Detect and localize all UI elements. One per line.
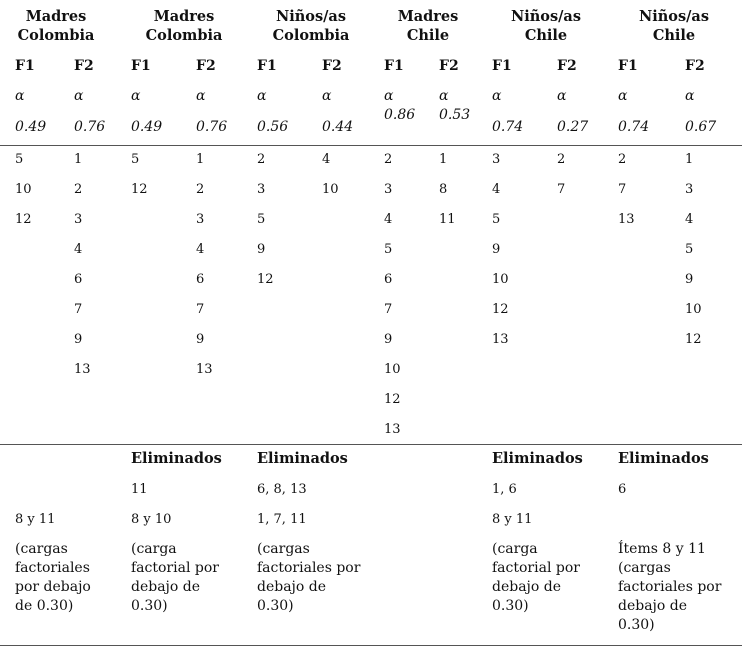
eliminated-g3-note-line4: 0.30) xyxy=(257,598,294,614)
group-header-1-line1: Madres xyxy=(25,8,87,25)
eliminated-g6-note-line4: debajo de xyxy=(618,598,688,614)
group-header-2-line2: Colombia xyxy=(145,27,223,44)
eliminated-g3-note-line2: factoriales por xyxy=(257,560,361,576)
eliminated-g1-note-line2: factoriales xyxy=(15,560,90,576)
factor-label-g3-f1: F1 xyxy=(257,58,277,74)
eliminated-heading-g2: Eliminados xyxy=(131,450,222,467)
alpha-symbol-3: α xyxy=(131,88,141,104)
eliminated-g5-note xyxy=(492,540,612,616)
factor-label-g6-f2: F2 xyxy=(685,58,705,74)
alpha-value-12: 0.67 xyxy=(685,119,717,135)
item-number: 9 xyxy=(257,242,266,257)
item-number: 12 xyxy=(384,392,401,407)
item-number: 12 xyxy=(257,272,274,287)
item-number: 7 xyxy=(557,182,566,197)
item-number: 5 xyxy=(492,212,501,227)
alpha-symbol-11: α xyxy=(618,88,628,104)
item-number: 5 xyxy=(257,212,266,227)
item-number: 2 xyxy=(557,152,566,167)
group-header-5-line1: Niños/as xyxy=(511,8,581,25)
group-header-4-line1: Madres xyxy=(397,8,459,25)
group-header-6-line2: Chile xyxy=(652,27,696,44)
item-number: 7 xyxy=(196,302,205,317)
eliminated-g6-note-line1: Ítems 8 y 11 xyxy=(618,541,706,557)
alpha-value-10: 0.27 xyxy=(557,119,589,135)
group-header-3-line1: Niños/as xyxy=(276,8,346,25)
factor-label-g6-f1: F1 xyxy=(618,58,638,74)
eliminated-g2-note-line2: factorial por xyxy=(131,560,219,576)
item-number: 7 xyxy=(384,302,393,317)
eliminated-g5-note-line4: 0.30) xyxy=(492,598,529,614)
item-number: 10 xyxy=(492,272,509,287)
eliminated-g3-first: 6, 8, 13 xyxy=(257,482,307,497)
alpha-symbol-4: α xyxy=(196,88,206,104)
item-number: 12 xyxy=(492,302,509,317)
item-number: 4 xyxy=(74,242,83,257)
eliminated-g1-note-line3: por debajo xyxy=(15,579,91,595)
alpha-symbol-10: α xyxy=(557,88,567,104)
factor-label-g5-f1: F1 xyxy=(492,58,512,74)
item-number: 10 xyxy=(15,182,32,197)
group-header-3-line2: Colombia xyxy=(272,27,350,44)
group-header-1-line2: Colombia xyxy=(17,27,95,44)
alpha-symbol-7: α xyxy=(384,88,394,104)
alpha-value-1: 0.49 xyxy=(15,119,47,135)
eliminated-g6-note-line2: (cargas xyxy=(618,560,671,576)
item-number: 10 xyxy=(384,362,401,377)
eliminated-g1-note xyxy=(15,540,125,616)
eliminated-g1-note-line1: (cargas xyxy=(15,541,68,557)
alpha-value-4: 0.76 xyxy=(196,119,228,135)
eliminated-g6-note-line3: factoriales por xyxy=(618,579,722,595)
alpha-value-6: 0.44 xyxy=(322,119,354,135)
eliminated-g3-note-line1: (cargas xyxy=(257,541,310,557)
item-number: 13 xyxy=(74,362,91,377)
eliminated-g6-note-line5: 0.30) xyxy=(618,617,655,633)
item-number: 9 xyxy=(384,332,393,347)
alpha-symbol-5: α xyxy=(257,88,267,104)
group-header-6-line1: Niños/as xyxy=(639,8,709,25)
group-header-2 xyxy=(122,7,246,45)
alpha-value-2: 0.76 xyxy=(74,119,106,135)
eliminated-g3-note-line3: debajo de xyxy=(257,579,327,595)
item-number: 3 xyxy=(492,152,501,167)
item-number: 9 xyxy=(74,332,83,347)
group-header-5 xyxy=(484,7,608,45)
eliminated-g5-note-line3: debajo de xyxy=(492,579,562,595)
eliminated-heading-g3: Eliminados xyxy=(257,450,348,467)
item-number: 13 xyxy=(384,422,401,437)
header-divider xyxy=(0,145,742,146)
item-number: 7 xyxy=(618,182,627,197)
alpha-value-9: 0.74 xyxy=(492,119,524,135)
group-header-2-line1: Madres xyxy=(153,8,215,25)
alpha-symbol-12: α xyxy=(685,88,695,104)
item-number: 10 xyxy=(322,182,339,197)
factor-label-g2-f2: F2 xyxy=(196,58,216,74)
item-number: 4 xyxy=(196,242,205,257)
item-number: 3 xyxy=(196,212,205,227)
item-number: 4 xyxy=(384,212,393,227)
item-number: 3 xyxy=(384,182,393,197)
item-number: 6 xyxy=(196,272,205,287)
item-number: 4 xyxy=(685,212,694,227)
eliminated-g2-note-line4: 0.30) xyxy=(131,598,168,614)
factor-label-g3-f2: F2 xyxy=(322,58,342,74)
item-number: 10 xyxy=(685,302,702,317)
item-number: 2 xyxy=(384,152,393,167)
item-number: 4 xyxy=(322,152,331,167)
item-number: 13 xyxy=(618,212,635,227)
alpha-value-7: 0.86 xyxy=(384,107,416,123)
group-header-1 xyxy=(0,7,118,45)
group-header-4 xyxy=(366,7,490,45)
eliminated-g1-note-line4: de 0.30) xyxy=(15,598,74,614)
item-number: 9 xyxy=(492,242,501,257)
alpha-symbol-2: α xyxy=(74,88,84,104)
item-number: 8 xyxy=(439,182,448,197)
item-number: 6 xyxy=(384,272,393,287)
factor-label-g1-f2: F2 xyxy=(74,58,94,74)
alpha-value-3: 0.49 xyxy=(131,119,163,135)
alpha-symbol-8: α xyxy=(439,88,449,104)
item-number: 1 xyxy=(439,152,448,167)
group-header-6 xyxy=(612,7,736,45)
item-number: 1 xyxy=(74,152,83,167)
item-number: 5 xyxy=(15,152,24,167)
eliminated-heading-g5: Eliminados xyxy=(492,450,583,467)
item-number: 2 xyxy=(196,182,205,197)
alpha-symbol-6: α xyxy=(322,88,332,104)
eliminated-g6-note xyxy=(618,540,740,635)
eliminated-g5-second: 8 y 11 xyxy=(492,512,533,527)
eliminated-g2-note xyxy=(131,540,241,616)
eliminated-g3-note xyxy=(257,540,377,616)
item-number: 9 xyxy=(196,332,205,347)
eliminated-g5-note-line1: (carga xyxy=(492,541,538,557)
item-number: 13 xyxy=(492,332,509,347)
item-number: 9 xyxy=(685,272,694,287)
item-number: 7 xyxy=(74,302,83,317)
alpha-value-8: 0.53 xyxy=(439,107,471,123)
eliminated-g5-note-line2: factorial por xyxy=(492,560,580,576)
item-number: 3 xyxy=(74,212,83,227)
item-number: 5 xyxy=(685,242,694,257)
eliminated-g6-first: 6 xyxy=(618,482,627,497)
group-header-3 xyxy=(249,7,373,45)
eliminated-g2-note-line3: debajo de xyxy=(131,579,201,595)
factor-label-g4-f2: F2 xyxy=(439,58,459,74)
item-number: 1 xyxy=(685,152,694,167)
item-number: 2 xyxy=(257,152,266,167)
factor-label-g4-f1: F1 xyxy=(384,58,404,74)
alpha-symbol-1: α xyxy=(15,88,25,104)
item-number: 5 xyxy=(384,242,393,257)
item-number: 13 xyxy=(196,362,213,377)
item-number: 12 xyxy=(15,212,32,227)
eliminated-heading-g6: Eliminados xyxy=(618,450,709,467)
alpha-value-11: 0.74 xyxy=(618,119,650,135)
factor-label-g5-f2: F2 xyxy=(557,58,577,74)
eliminated-divider xyxy=(0,444,742,445)
eliminated-g2-note-line1: (carga xyxy=(131,541,177,557)
item-number: 1 xyxy=(196,152,205,167)
eliminated-g2-first: 11 xyxy=(131,482,148,497)
factor-label-g2-f1: F1 xyxy=(131,58,151,74)
item-number: 2 xyxy=(618,152,627,167)
factor-label-g1-f1: F1 xyxy=(15,58,35,74)
alpha-value-5: 0.56 xyxy=(257,119,289,135)
item-number: 4 xyxy=(492,182,501,197)
item-number: 3 xyxy=(257,182,266,197)
eliminated-g2-second: 8 y 10 xyxy=(131,512,172,527)
item-number: 12 xyxy=(685,332,702,347)
item-number: 11 xyxy=(439,212,456,227)
item-number: 5 xyxy=(131,152,140,167)
item-number: 12 xyxy=(131,182,148,197)
item-number: 3 xyxy=(685,182,694,197)
alpha-symbol-9: α xyxy=(492,88,502,104)
group-header-4-line2: Chile xyxy=(406,27,450,44)
eliminated-g3-second: 1, 7, 11 xyxy=(257,512,307,527)
bottom-divider xyxy=(0,645,742,646)
item-number: 6 xyxy=(74,272,83,287)
item-number: 2 xyxy=(74,182,83,197)
eliminated-g1-second: 8 y 11 xyxy=(15,512,56,527)
eliminated-g5-first: 1, 6 xyxy=(492,482,517,497)
group-header-5-line2: Chile xyxy=(524,27,568,44)
